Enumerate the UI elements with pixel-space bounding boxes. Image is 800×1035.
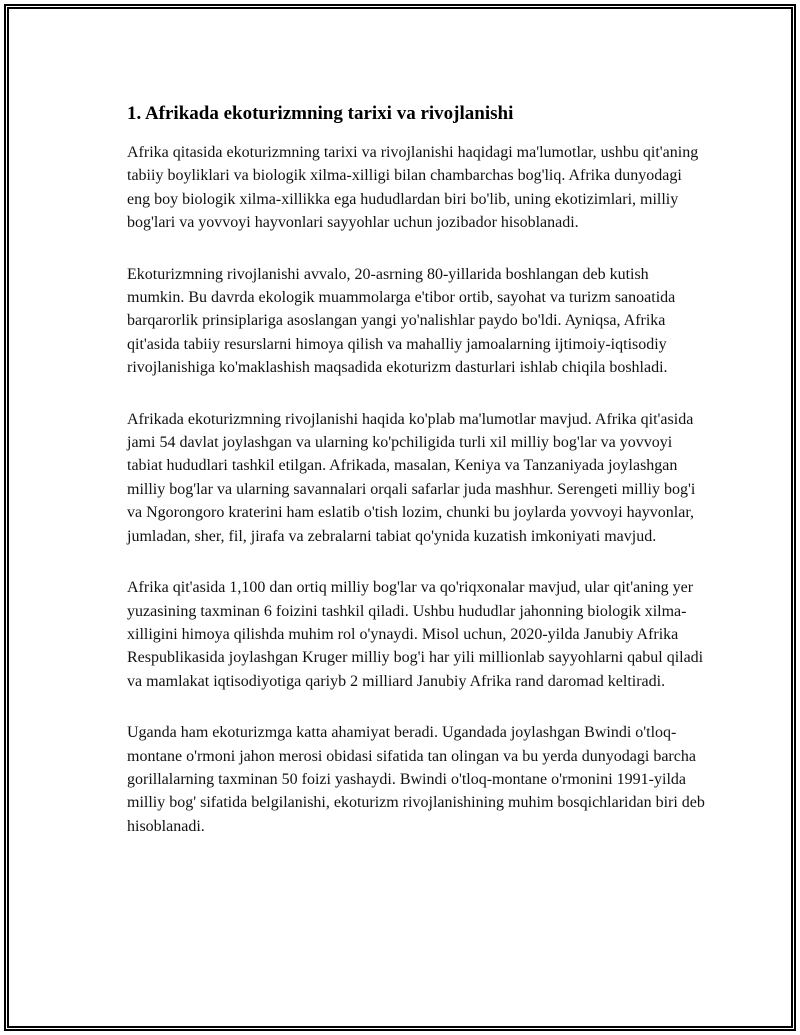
paragraph-5: Uganda ham ekoturizmga katta ahamiyat beradi. Ugandada joylashgan Bwindi o'tloq-montane o'rmoni jahon merosi obidasi sifatida tan olingan va bu yerda dunyodagi barcha gorillalarning taxminan 50 foizi yashaydi. Bwindi o'tloq-montane o'rmonini 1991-yilda milliy bog' sifatida belgilanishi, ekoturizm rivojlanishining muhim bosqichlaridan biri deb hisoblanadi.: [127, 724, 705, 835]
paragraph-2: Ekoturizmning rivojlanishi avvalo, 20-asrning 80-yillarida boshlangan deb kutish mumkin. Bu davrda ekologik muammolarga e'tibor ortib, sayohat va turizm sanoatida barqarorlik prinsiplariga asoslangan yangi yo'nalishlar paydo bo'ldi. Ayniqsa, Afrika qit'asida tabiiy resurslarni himoya qilish va mahalliy jamoalarning ijtimoiy-iqtisodiy rivojlanishiga ko'maklashish maqsadida ekoturizm dasturlari ishlab chiqila boshladi.: [127, 265, 676, 377]
document-body: [127, 101, 707, 866]
paragraph-4: Afrika qit'asida 1,100 dan ortiq milliy bog'lar va qo'riqxonalar mavjud, ular qit'aning yer yuzasining taxminan 6 foizini tashkil qiladi. Ushbu hududlar jahonning biologik xilma-xilligini himoya qilishda muhim rol o'ynaydi. Misol uchun, 2020-yilda Janubiy Afrika Respublikasida joylashgan Kruger milliy bog'i har yili millionlab sayyohlarni qabul qiladi va mamlakat iqtisodiyotiga qariyb 2 milliard Janubiy Afrika rand daromad keltiradi.: [127, 579, 704, 690]
section-title: 1. Afrikada ekoturizmning tarixi va rivojlanishi: [127, 103, 514, 124]
paragraph-3: Afrikada ekoturizmning rivojlanishi haqida ko'plab ma'lumotlar mavjud. Afrika qit'asida jami 54 davlat joylashgan va ularning ko'pchiligida turli xil milliy bog'lar va yovvoyi tabiat hududlari tashkil etilgan. Afrikada, masalan, Keniya va Tanzaniyada joylashgan milliy bog'lar va ularning savannalari orqali safarlar juda mashhur. Serengeti milliy bog'i va Ngorongoro kraterini ham eslatib o'tish lozim, chunki bu joylarda yovvoyi hayvonlar, jumladan, sher, fil, jirafa va zebralarni tabiat qo'ynida kuzatish imkoniyati mavjud.: [127, 410, 696, 545]
paragraph-1: Afrika qitasida ekoturizmning tarixi va rivojlanishi haqidagi ma'lumotlar, ushbu qit'aning tabiiy boyliklari va biologik xilma-xilligi bilan chambarchas bog'liq. Afrika dunyodagi eng boy biologik xilma-xillikka ega hududlardan biri bo'lib, uning ekotizimlari, milliy bog'lari va yovvoyi hayvonlari sayyohlar uchun jozibador hisoblanadi.: [127, 144, 699, 232]
page-frame: [4, 4, 796, 1031]
